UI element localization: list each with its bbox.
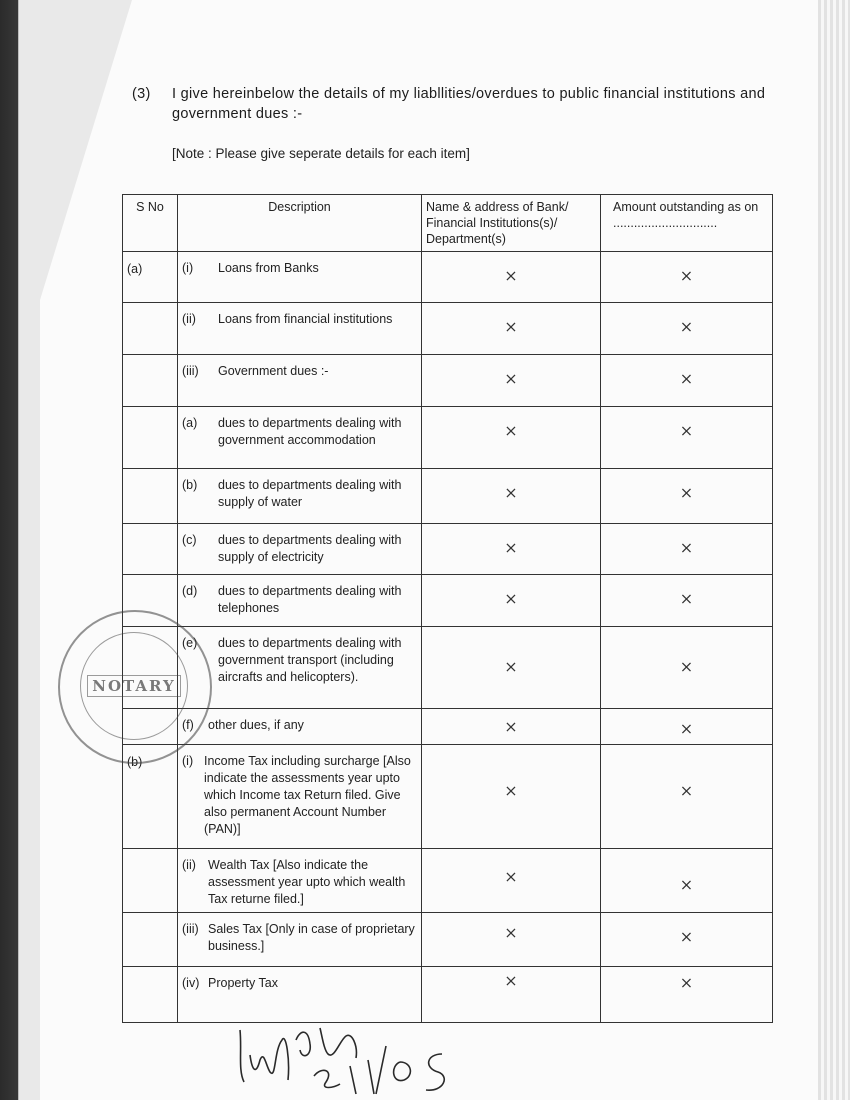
cross-mark: × [504, 867, 518, 886]
row-label: (i) [182, 261, 194, 275]
row-description [178, 469, 422, 524]
row-name-address [422, 252, 601, 303]
row-text: Loans from financial institutions [218, 312, 393, 326]
cross-mark: × [679, 266, 694, 285]
row-amount [601, 407, 773, 469]
row-amount [601, 252, 773, 303]
cross-mark: × [504, 421, 518, 440]
table-row [123, 745, 773, 849]
row-text: Wealth Tax [Also indicate the assessment year upto which wealth Tax returne filed.] [208, 858, 406, 906]
table-row [123, 355, 773, 407]
row-name-address [422, 303, 601, 355]
row-description [178, 849, 422, 913]
row-amount [601, 709, 773, 745]
row-name-address [422, 469, 601, 524]
row-amount [601, 849, 773, 913]
table-row [123, 407, 773, 469]
table-row [123, 627, 773, 709]
row-name-address [422, 627, 601, 709]
row-text: dues to departments dealing with government transport (including aircrafts and helicopters). [218, 636, 402, 684]
row-sno [123, 524, 178, 575]
cross-mark: × [504, 317, 518, 336]
table-row [123, 575, 773, 627]
row-name-address [422, 407, 601, 469]
row-label: (d) [182, 584, 198, 598]
cross-mark: × [504, 657, 518, 676]
cross-mark: × [679, 538, 694, 557]
cross-mark: × [679, 875, 694, 894]
row-description [178, 355, 422, 407]
row-amount [601, 355, 773, 407]
row-sno [123, 967, 178, 1023]
row-label: (c) [182, 533, 197, 547]
cross-mark: × [679, 589, 694, 608]
row-sno [123, 469, 178, 524]
section-note: [Note : Please give seperate details for each item] [172, 146, 470, 161]
row-sno [123, 407, 178, 469]
row-description [178, 303, 422, 355]
row-text: dues to departments dealing with supply of electricity [218, 533, 402, 564]
row-description [178, 407, 422, 469]
header-description: Description [178, 195, 422, 252]
row-description [178, 252, 422, 303]
cross-mark: × [504, 717, 518, 736]
cross-mark: × [679, 317, 694, 336]
row-amount [601, 524, 773, 575]
row-text: Property Tax [208, 976, 278, 990]
cross-mark: × [504, 369, 518, 388]
row-description [178, 745, 422, 849]
handwritten-signature [230, 1010, 510, 1095]
row-amount [601, 913, 773, 967]
cross-mark: × [504, 923, 518, 942]
table-row [123, 913, 773, 967]
row-description [178, 575, 422, 627]
row-label: (b) [182, 478, 198, 492]
table-row [123, 469, 773, 524]
row-sno [123, 303, 178, 355]
cross-mark: × [679, 483, 694, 502]
row-amount [601, 303, 773, 355]
cross-mark: × [504, 483, 518, 502]
cross-mark: × [504, 538, 518, 557]
notary-stamp-text: NOTARY [87, 675, 180, 697]
row-text: Sales Tax [Only in case of proprietary business.] [208, 922, 415, 953]
row-label: (f) [182, 718, 194, 732]
row-name-address [422, 745, 601, 849]
row-sno: (a) [123, 252, 178, 303]
cross-mark: × [679, 421, 694, 440]
row-name-address [422, 913, 601, 967]
row-description [178, 524, 422, 575]
table-row [123, 849, 773, 913]
row-label: (iii) [182, 922, 199, 936]
row-text: other dues, if any [208, 718, 304, 732]
row-sno [123, 913, 178, 967]
header-amount: Amount outstanding as on .............................. [601, 195, 773, 252]
section-heading-text: I give hereinbelow the details of my liabllities/overdues to public financial institutions and government dues :- [172, 86, 766, 122]
header-sno: S No [123, 195, 178, 252]
row-sno [123, 355, 178, 407]
row-description [178, 627, 422, 709]
cross-mark: × [679, 973, 694, 992]
table-row [123, 709, 773, 745]
row-name-address [422, 355, 601, 407]
header-name-address: Name & address of Bank/ Financial Institutions(s)/ Department(s) [422, 195, 601, 252]
row-text: Government dues :- [218, 364, 329, 378]
row-description [178, 709, 422, 745]
stacked-page-edges [818, 0, 850, 1100]
cross-mark: × [679, 657, 694, 676]
row-label: (i) [182, 754, 194, 768]
row-description [178, 913, 422, 967]
row-label: (ii) [182, 858, 196, 872]
notary-stamp-inner-ring [80, 632, 188, 740]
row-amount [601, 469, 773, 524]
cross-mark: × [504, 971, 518, 990]
row-amount [601, 627, 773, 709]
row-amount [601, 575, 773, 627]
row-text: Loans from Banks [218, 261, 319, 275]
row-sno [123, 849, 178, 913]
cross-mark: × [679, 781, 694, 800]
cross-mark: × [504, 589, 518, 608]
table-row [123, 524, 773, 575]
row-text: dues to departments dealing with telephones [218, 584, 402, 615]
row-text: dues to departments dealing with supply of water [218, 478, 402, 509]
table-header-row [123, 195, 773, 252]
row-label: (ii) [182, 312, 196, 326]
row-amount [601, 967, 773, 1023]
row-text: dues to departments dealing with government accommodation [218, 416, 402, 447]
table-row [123, 303, 773, 355]
row-label: (e) [182, 636, 198, 650]
cross-mark: × [504, 266, 518, 285]
row-name-address [422, 575, 601, 627]
row-amount [601, 745, 773, 849]
notary-stamp [58, 610, 212, 764]
row-label: (iii) [182, 364, 199, 378]
cross-mark: × [679, 927, 694, 946]
row-name-address [422, 524, 601, 575]
row-label: (a) [182, 416, 198, 430]
cross-mark: × [504, 781, 518, 800]
row-label: (iv) [182, 976, 200, 990]
cross-mark: × [679, 719, 694, 738]
cross-mark: × [679, 369, 694, 388]
table-row [123, 252, 773, 303]
row-text: Income Tax including surcharge [Also indicate the assessments year upto which Income tax Return filed. Give also permanent Account Number (PAN)] [204, 754, 411, 836]
row-name-address [422, 849, 601, 913]
section-number: (3) [132, 86, 151, 102]
row-name-address [422, 709, 601, 745]
row-sno: (b) [123, 745, 178, 849]
liabilities-table [122, 194, 773, 1023]
